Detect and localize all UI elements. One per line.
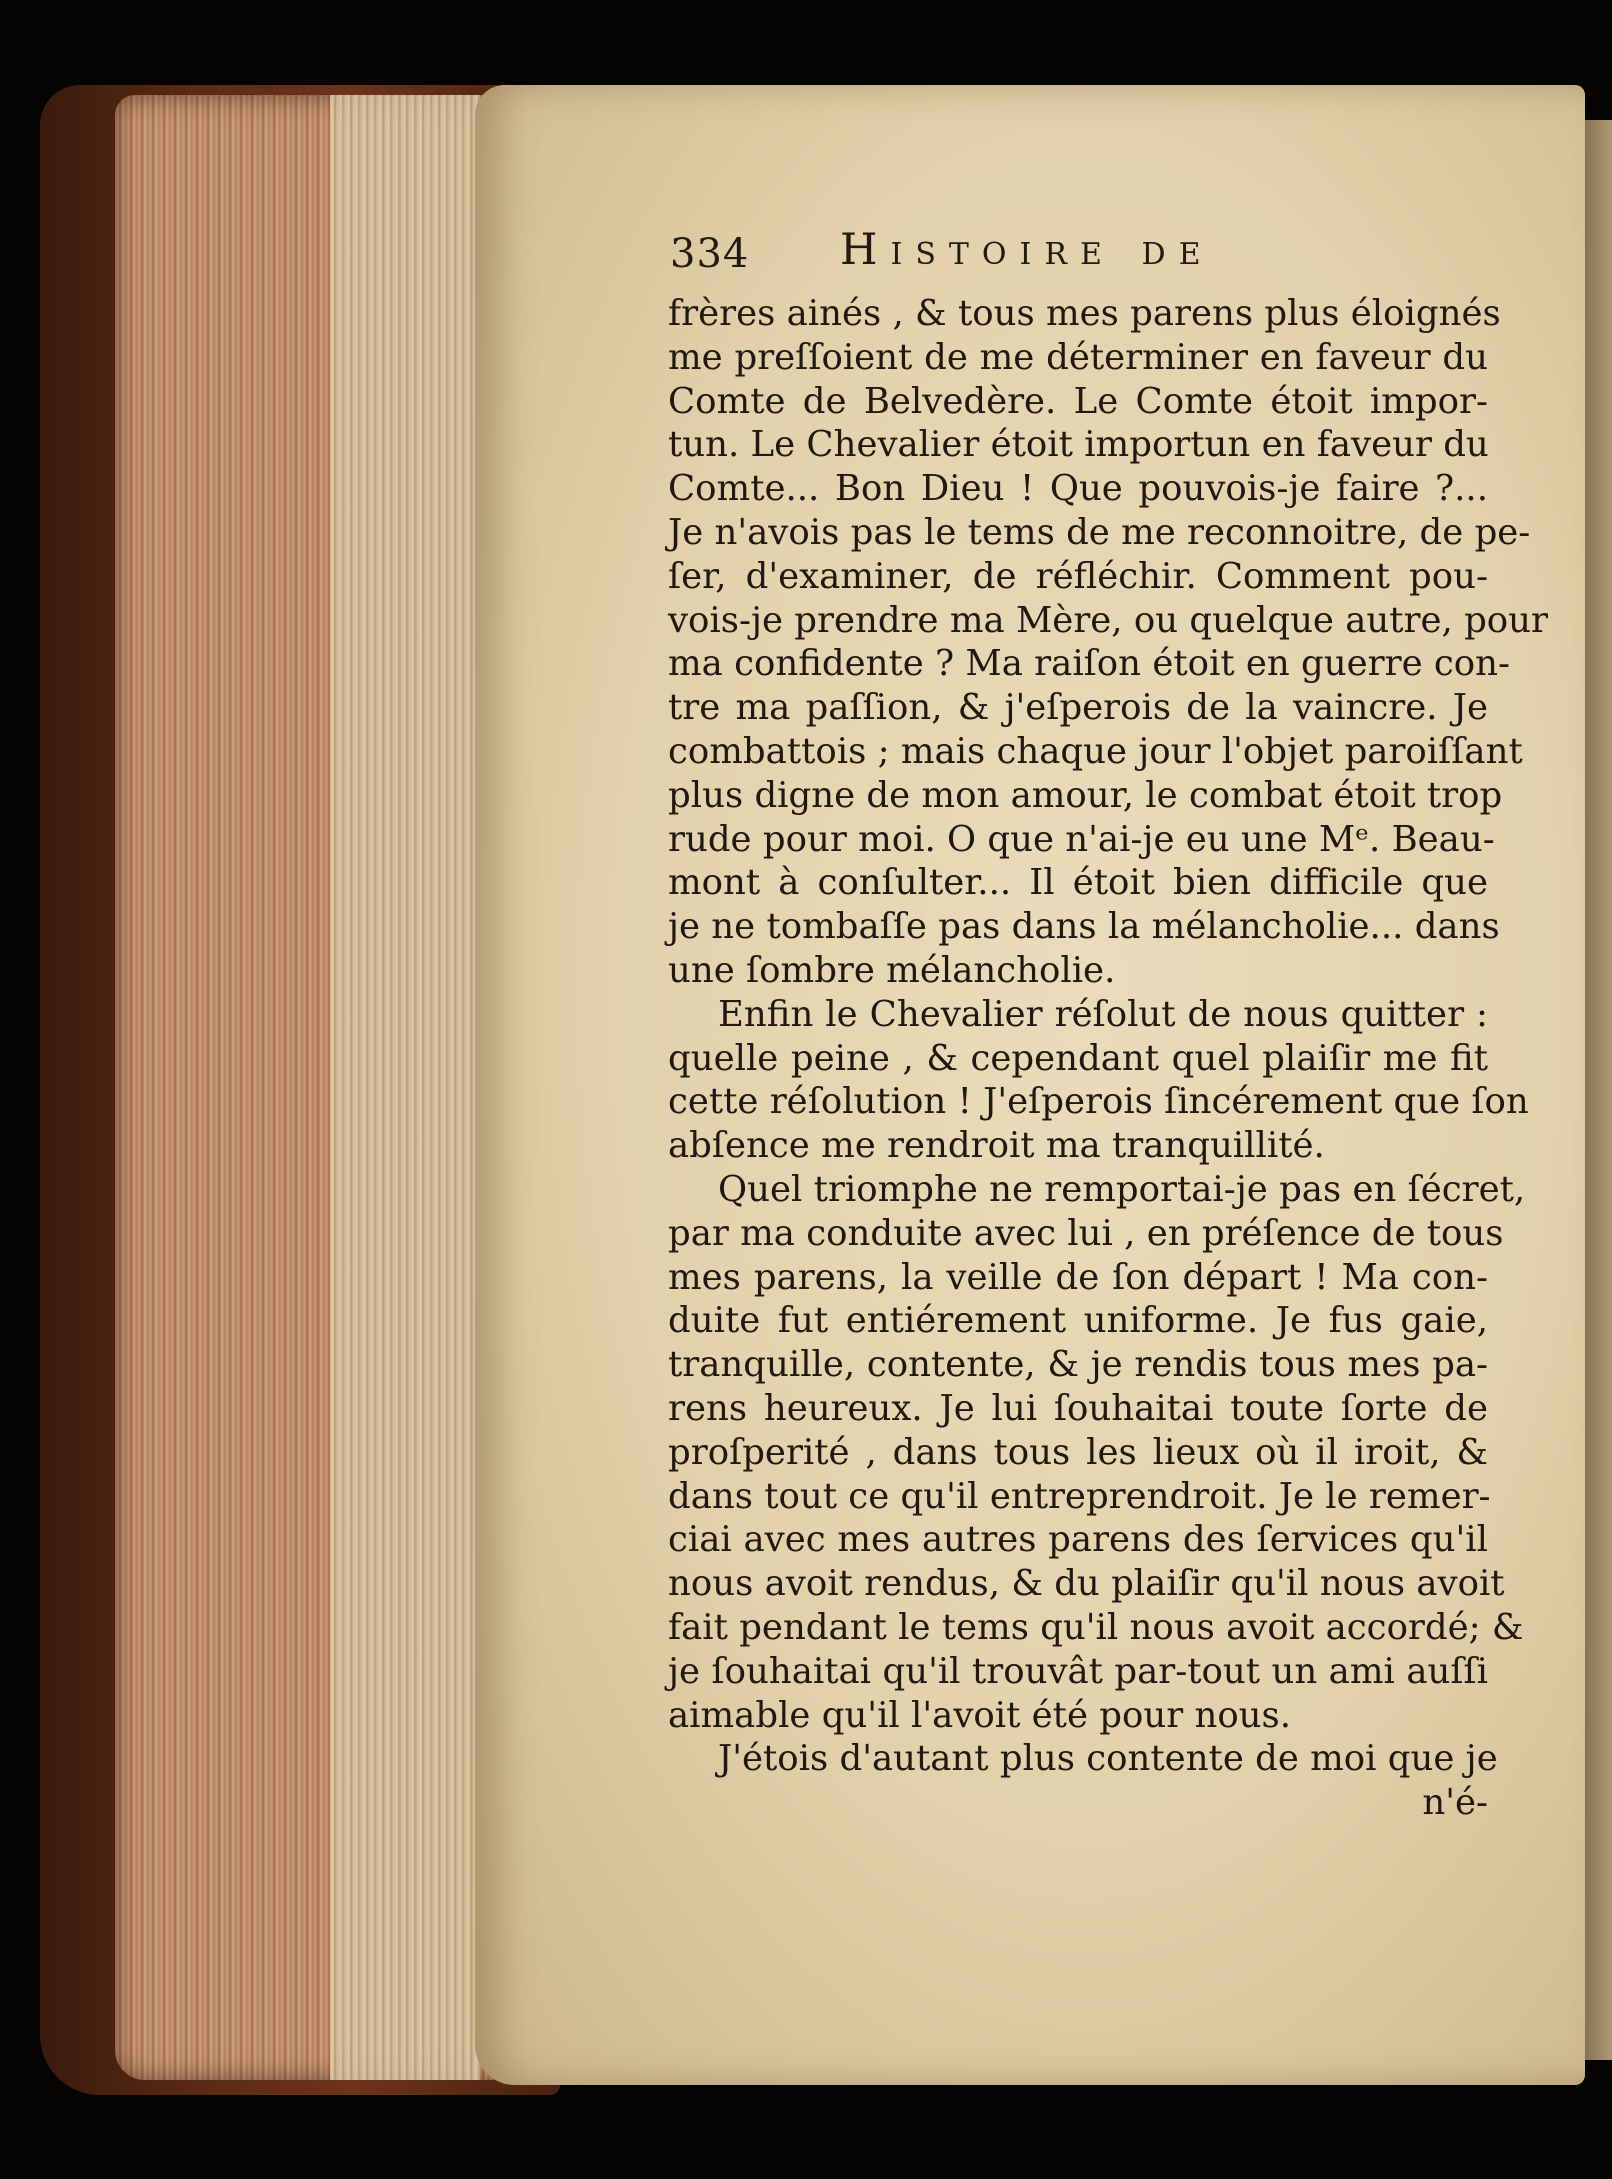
text-line: aimable qu'il l'avoit été pour nous.: [668, 1694, 1292, 1736]
text-line: je ne tombaſſe pas dans la mélancholie... dans: [668, 906, 1500, 948]
text-line: frères ainés , & tous mes parens plus éloignés: [668, 293, 1501, 334]
text-line: tre ma paſſion, & j'eſperois de la vaincre. Je: [668, 687, 1488, 729]
text-line: Comte... Bon Dieu ! Que pouvois-je faire ?...: [668, 468, 1488, 510]
text-line: duite fut entiérement uniforme. Je fus gaie,: [668, 1300, 1488, 1342]
text-line: abſence me rendroit ma tranquillité.: [668, 1125, 1325, 1167]
text-line: dans tout ce qu'il entreprendroit. Je le remer-: [668, 1475, 1491, 1517]
text-line: ciai avec mes autres parens des ſervices qu'il: [668, 1519, 1488, 1561]
text-line: Comte de Belvedère. Le Comte étoit impor-: [668, 380, 1488, 422]
text-line: mes parens, la veille de ſon départ ! Ma con-: [668, 1256, 1488, 1298]
text-line: plus digne de mon amour, le combat étoit trop: [668, 774, 1503, 816]
body-text: [668, 292, 1548, 1825]
text-line: une ſombre mélancholie.: [668, 949, 1116, 991]
text-line: J'étois d'autant plus contente de moi que je: [718, 1738, 1498, 1780]
running-head: [670, 225, 1330, 285]
text-line: je ſouhaitai qu'il trouvât par-tout un ami auſſi: [668, 1650, 1488, 1692]
text-line: me preſſoient de me déterminer en faveur du: [668, 336, 1488, 378]
text-line: tun. Le Chevalier étoit importun en faveur du: [668, 424, 1489, 466]
catchword: n'é-: [1422, 1782, 1488, 1824]
text-line: Quel triomphe ne remportai-je pas en ſécret,: [718, 1168, 1526, 1210]
text-line: par ma conduite avec lui , en préſence de tous: [668, 1212, 1504, 1254]
text-line: ma confidente ? Ma raiſon étoit en guerre con-: [668, 643, 1510, 685]
text-line: fait pendant le tems qu'il nous avoit accordé; &: [668, 1606, 1524, 1648]
text-line: proſperité , dans tous les lieux où il iroit, &: [668, 1431, 1488, 1473]
text-line: nous avoit rendus, & du plaiſir qu'il nous avoit: [668, 1563, 1505, 1605]
text-line: cette réſolution ! J'eſperois ſincérement que ſon: [668, 1081, 1529, 1123]
text-line: rude pour moi. O que n'ai-je eu une Mᵉ. Beau-: [668, 818, 1495, 860]
page-number: 334: [670, 231, 750, 277]
text-line: Enfin le Chevalier réſolut de nous quitter :: [718, 993, 1488, 1035]
text-line: tranquille, contente, & je rendis tous mes pa-: [668, 1344, 1488, 1386]
text-line: combattois ; mais chaque jour l'objet paroiſſant: [668, 730, 1523, 772]
text-line: mont à conſulter... Il étoit bien difficile que: [668, 862, 1488, 904]
text-line: vois-je prendre ma Mère, ou quelque autre, pour: [668, 599, 1548, 641]
text-line: quelle peine , & cependant quel plaiſir me fit: [668, 1037, 1488, 1079]
text-line: Je n'avois pas le tems de me reconnoitre, de pe-: [668, 511, 1531, 553]
page-edges-inner: [330, 95, 480, 2080]
text-line: ſer, d'examiner, de réfléchir. Comment pou-: [668, 555, 1488, 597]
running-head-title: Histoire de: [840, 225, 1214, 275]
text-line: rens heureux. Je lui ſouhaitai toute ſorte de: [668, 1387, 1488, 1429]
